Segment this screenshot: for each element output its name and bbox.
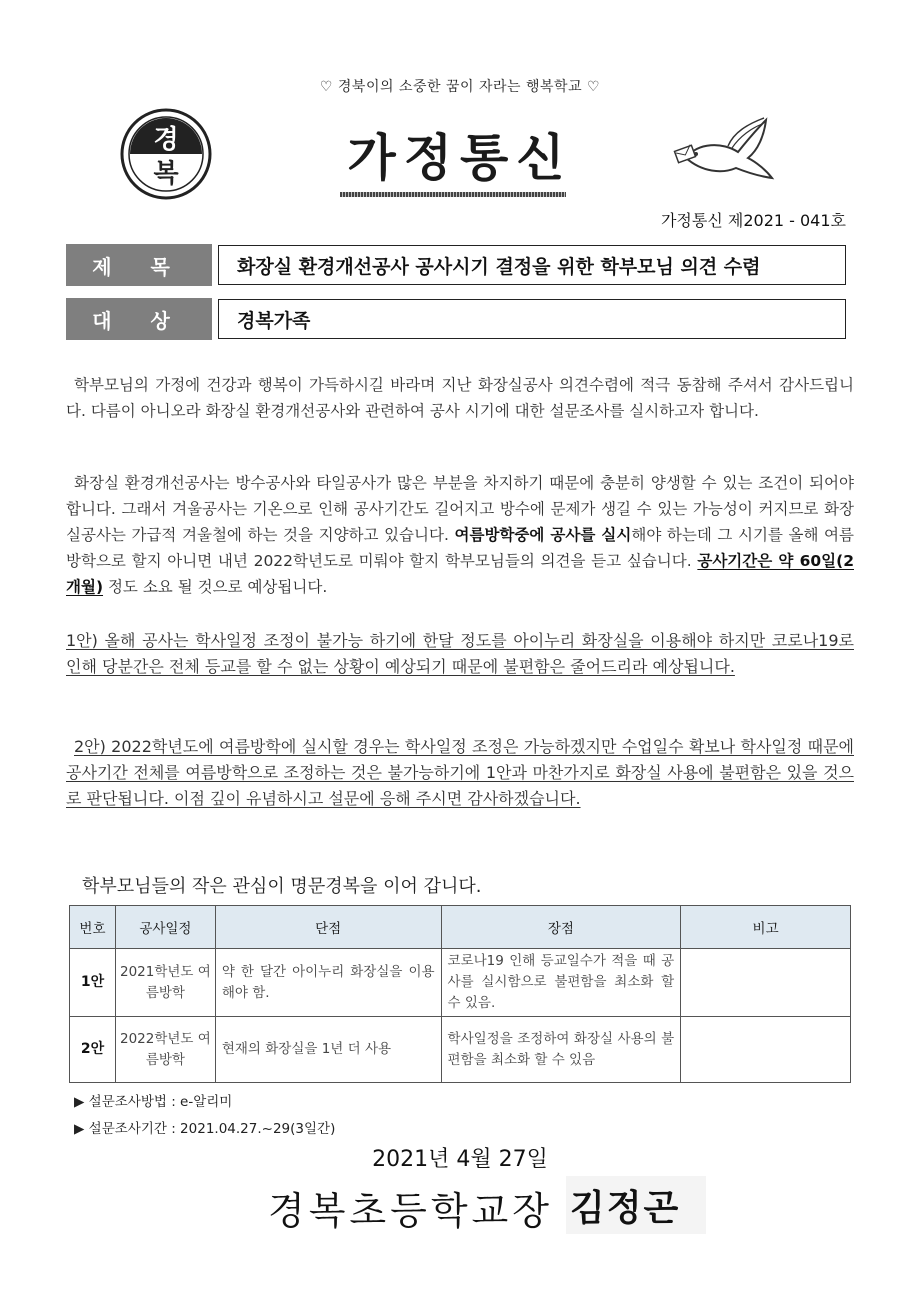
option-schedule: 2021학년도 여름방학 <box>115 949 215 1017</box>
school-logo <box>120 108 212 200</box>
table-header: 공사일정 <box>115 906 215 949</box>
target-value: 경복가족 <box>218 299 846 339</box>
dove-letter-icon <box>668 112 778 188</box>
option-pros: 학사일정을 조정하여 화장실 사용의 불편함을 최소화 할 수 있음 <box>441 1017 681 1083</box>
option-cons: 약 한 달간 아이누리 화장실을 이용해야 함. <box>215 949 441 1017</box>
school-motto: ♡ 경북이의 소중한 꿈이 자라는 행복학교 ♡ <box>319 79 601 95</box>
principal-title: 경복초등학교장 <box>268 1189 553 1233</box>
table-header: 비고 <box>681 906 851 949</box>
construction-text-2: 해야 하는데 그 시기를 올해 여름방학으로 할지 아니면 내년 2022학년도로 미뤄야 할지 학부모님들의 의견을 듣고 싶습니다. <box>66 526 854 570</box>
table-header-row <box>70 906 851 949</box>
survey-period: ▶ 설문조사기간 : 2021.04.27.~29(3일간) <box>74 1121 336 1137</box>
table-header: 단점 <box>215 906 441 949</box>
option-cons: 현재의 화장실을 1년 더 사용 <box>215 1017 441 1083</box>
issue-date: 2021년 4월 27일 <box>372 1147 548 1172</box>
survey-method: ▶ 설문조사방법 : e-알리미 <box>74 1094 233 1110</box>
option-remarks <box>681 949 851 1017</box>
summer-vacation-emphasis: 여름방학중에 공사를 실시 <box>454 526 632 544</box>
table-row <box>70 1017 851 1083</box>
signature-text: 김정곤 <box>570 1187 681 1229</box>
closing-line: 학부모님들의 작은 관심이 명문경복을 이어 갑니다. <box>82 876 482 897</box>
subject-value: 화장실 환경개선공사 공사시기 결정을 위한 학부모님 의견 수렴 <box>218 245 846 285</box>
target-label: 대 상 <box>66 298 212 340</box>
page-title: 가정통신 <box>347 129 573 187</box>
option-1-paragraph: 1안) 올해 공사는 학사일정 조정이 불가능 하기에 한달 정도를 아이누리 화장실을 이용해야 하지만 코로나19로 인해 당분간은 전체 등교를 할 수 없는 상황이 예상되기 때문에 불편함은 줄어드리라 예상됩니다. <box>66 631 854 676</box>
option-schedule: 2022학년도 여름방학 <box>115 1017 215 1083</box>
issue-number: 가정통신 제2021 - 041호 <box>660 211 846 230</box>
table-header: 장점 <box>441 906 681 949</box>
title-underline <box>340 192 566 197</box>
construction-text-3: 정도 소요 될 것으로 예상됩니다. <box>103 578 328 596</box>
option-number: 2안 <box>70 1017 116 1083</box>
option-number: 1안 <box>70 949 116 1017</box>
option-remarks <box>681 1017 851 1083</box>
subject-label: 제 목 <box>66 244 212 286</box>
table-row <box>70 949 851 1017</box>
svg-text:경: 경 <box>153 125 179 155</box>
option-pros: 코로나19 인해 등교일수가 적을 때 공사를 실시함으로 불편함을 최소화 할 수 있음. <box>441 949 681 1017</box>
options-table <box>69 905 851 1083</box>
svg-text:복: 복 <box>153 159 179 189</box>
option-2-paragraph: 2안) 2022학년도에 여름방학에 실시할 경우는 학사일정 조정은 가능하겠지만 수업일수 확보나 학사일정 때문에 공사기간 전체를 여름방학으로 조정하는 것은 불가능하기에 1안과 마찬가지로 화장실 사용에 불편함은 있을 것으로 판단됩니다. 이점 깊이 유념하시고 설문에 응해 주시면 감사하겠습니다. <box>66 737 854 808</box>
construction-period: 공사기간은 약 60일(2개월) <box>66 552 854 596</box>
intro-paragraph: 학부모님의 가정에 건강과 행복이 가득하시길 바라며 지난 화장실공사 의견수렴에 적극 동참해 주셔서 감사드립니다. 다름이 아니오라 화장실 환경개선공사와 관련하여 공사 시기에 대한 설문조사를 실시하고자 합니다. <box>66 376 854 420</box>
table-header: 번호 <box>70 906 116 949</box>
construction-text-1: 화장실 환경개선공사는 방수공사와 타일공사가 많은 부분을 차지하기 때문에 충분히 양생할 수 있는 조건이 되어야 합니다. 그래서 겨울공사는 기온으로 인해 공사기간도 길어지고 방수에 문제가 생길 수 있는 가능성이 커지므로 화장실공사는 가급적 겨울철에 하는 것을 지양하고 있습니다. <box>66 474 854 544</box>
principal-signature <box>566 1176 706 1234</box>
construction-paragraph <box>66 470 854 600</box>
